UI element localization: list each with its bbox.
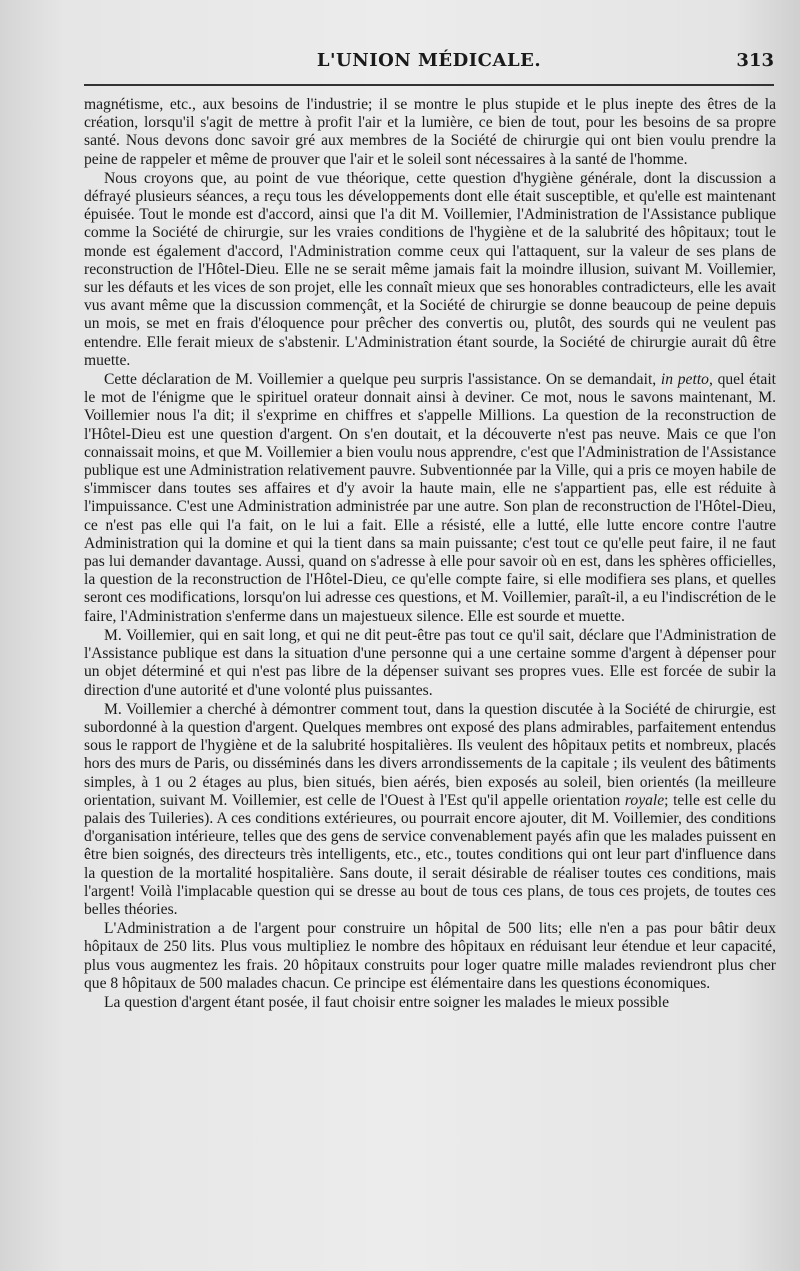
header-rule — [84, 84, 774, 86]
paragraph — [84, 701, 776, 919]
journal-title: L'UNION MÉDICALE. — [316, 50, 542, 71]
body-text — [84, 96, 776, 1013]
italic-phrase: in petto, — [660, 371, 713, 389]
paragraph: La question d'argent étant posée, il faut choisir entre soigner les malades le mieux possible — [104, 993, 670, 1011]
paragraph-intro: Cette déclaration de M. Voillemier a quelque peu surpris l'assistance. On se demandait, — [104, 371, 657, 389]
paragraph — [84, 371, 776, 626]
italic-phrase: royale — [624, 791, 665, 809]
paragraph: Nous croyons que, au point de vue théorique, cette question d'hygiène générale, dont la discussion a défrayé plusieurs séances, a reçu tous les développements dont elle était susceptible, et qu'elle est maintenant épuisée. Tout le monde est d'accord, ainsi que l'a dit M. Voillemier, l'Administration de l'Assistance publique comme la Société de chirurgie, sur les vraies conditions de l'hygiène et de la salubrité des hôpitaux; tout le monde est également d'accord, l'Administration comme ceux qui l'attaquent, sur la valeur de ses plans de reconstruction de l'Hôtel-Dieu. Elle ne se serait même jamais fait la moindre illusion, suivant M. Voillemier, sur les défauts et les vices de son projet, elle les connaît mieux que ses honorables contradicteurs, elle les avait vus avant même que la discussion commençât, et la Société de chirurgie se donne beaucoup de peine depuis un mois, se met en frais d'éloquence pour prêcher des convertis ou, plutôt, des sourds qui ne veulent pas entendre. Elle ferait mieux de s'abstenir. L'Administration étant sourde, la Société de chirurgie aurait dû être muette. — [84, 169, 776, 369]
paragraph: L'Administration a de l'argent pour construire un hôpital de 500 lits; elle n'en a pas pour bâtir deux hôpitaux de 250 lits. Plus vous multipliez le nombre des hôpitaux en réduisant leur étendue et leur capacité, plus vous augmentez les frais. 20 hôpitaux construits pour loger quatre mille malades reviendront plus cher que 8 hôpitaux de 500 malades chacun. Ce principe est élémentaire dans les questions économiques. — [84, 920, 776, 992]
paragraph-text: quel était le mot de l'énigme que le spirituel orateur donnait ainsi à deviner. Ce mot, nous le savons maintenant, M. Voillemier nous l'a dit; il s'exprime en chiffres et s'appelle Millions. La question de la reconstruction de l'Hôtel-Dieu est une question d'argent. On s'en doutait, et la découverte n'est pas neuve. Mais ce que l'on connaissait moins, et que M. Voillemier a bien voulu nous apprendre, c'est que l'Administration de l'Assistance publique est une Administration relativement pauvre. Subventionnée par la Ville, qui a pris ce moyen habile de s'immiscer dans toutes ses affaires et d'y avoir la haute main, elle ne s'appartient pas, elle est réduite à l'impuissance. C'est une Administration administrée par une autre. Son plan de reconstruction de l'Hôtel-Dieu, ce n'est pas elle qui l'a fait, on le lui a fait. Elle a résisté, elle a lutté, elle lutte encore contre l'autre Administration qui la domine et qui la tient dans sa main puissante; c'est tout ce qu'elle peut faire, il ne faut pas lui demander davantage. Aussi, quand on s'adresse à elle pour savoir où en est, dans les sphères officielles, la question de la reconstruction de l'Hôtel-Dieu, ce qu'elle compte faire, si elle modifiera ses plans, et quelles seront ces modifications, lorsqu'on lui adresse ces questions, et M. Voillemier, paraît-il, a eu l'indiscrétion de le faire, l'Administration s'enferme dans un majestueux silence. Elle est sourde et muette. — [84, 371, 776, 625]
paragraph: M. Voillemier, qui en sait long, et qui ne dit peut-être pas tout ce qu'il sait, déclare que l'Administration de l'Assistance publique est dans la situation d'une personne qui a une certaine somme d'argent à dépenser pour un objet déterminé et qui n'est pas libre de la dépenser suivant ses propres vues. Elle est forcée de subir la direction d'une autorité et d'une volonté plus puissantes. — [84, 626, 776, 699]
paragraph: magnétisme, etc., aux besoins de l'industrie; il se montre le plus stupide et le plus inepte des êtres de la création, lorsqu'il s'agit de mettre à profit l'air et la lumière, ce bien de tout, pour les besoins de sa propre santé. Nous devons donc savoir gré aux membres de la Société de chirurgie qui ont bien voulu prendre la peine de rappeler et même de prouver que l'air et le soleil sont nécessaires à la santé de l'homme. — [84, 96, 776, 168]
paragraph-text: ; telle est celle du palais des Tuileries). A ces conditions extérieures, ou pourrait encore ajouter, dit M. Voillemier, des conditions d'organisation intérieure, telles que des gens de service convenablement payés afin que les malades puissent en être bien soignés, des directeurs très intelligents, etc., etc., toutes conditions qui ont leur part d'influence dans la question de la mortalité hospitalière. Sans doute, il serait désirable de réaliser toutes ces conditions, mais l'argent! Voilà l'implacable question qui se dresse au bout de tous ces plans, de tous ces projets, de toutes ces belles théories. — [84, 791, 776, 918]
page-header — [84, 48, 774, 82]
paragraph-text: M. Voillemier a cherché à démontrer comment tout, dans la question discutée à la Société de chirurgie, est subordonné à la question d'argent. Quelques membres ont exposé des plans admirables, parfaitement entendus sous le rapport de l'hygiène et de la salubrité hospitalières. Ils veulent des hôpitaux petits et nombreux, placés hors des murs de Paris, ou disséminés dans les divers arrondissements de la capitale ; ils veulent des bâtiments simples, à 1 ou 2 étages au plus, bien situés, bien aérés, bien exposés au soleil, bien orientés (la meilleure orientation, suivant M. Voillemier, est celle de l'Ouest à l'Est qu'il appelle orientation — [84, 700, 776, 809]
page-number: 313 — [736, 50, 774, 71]
